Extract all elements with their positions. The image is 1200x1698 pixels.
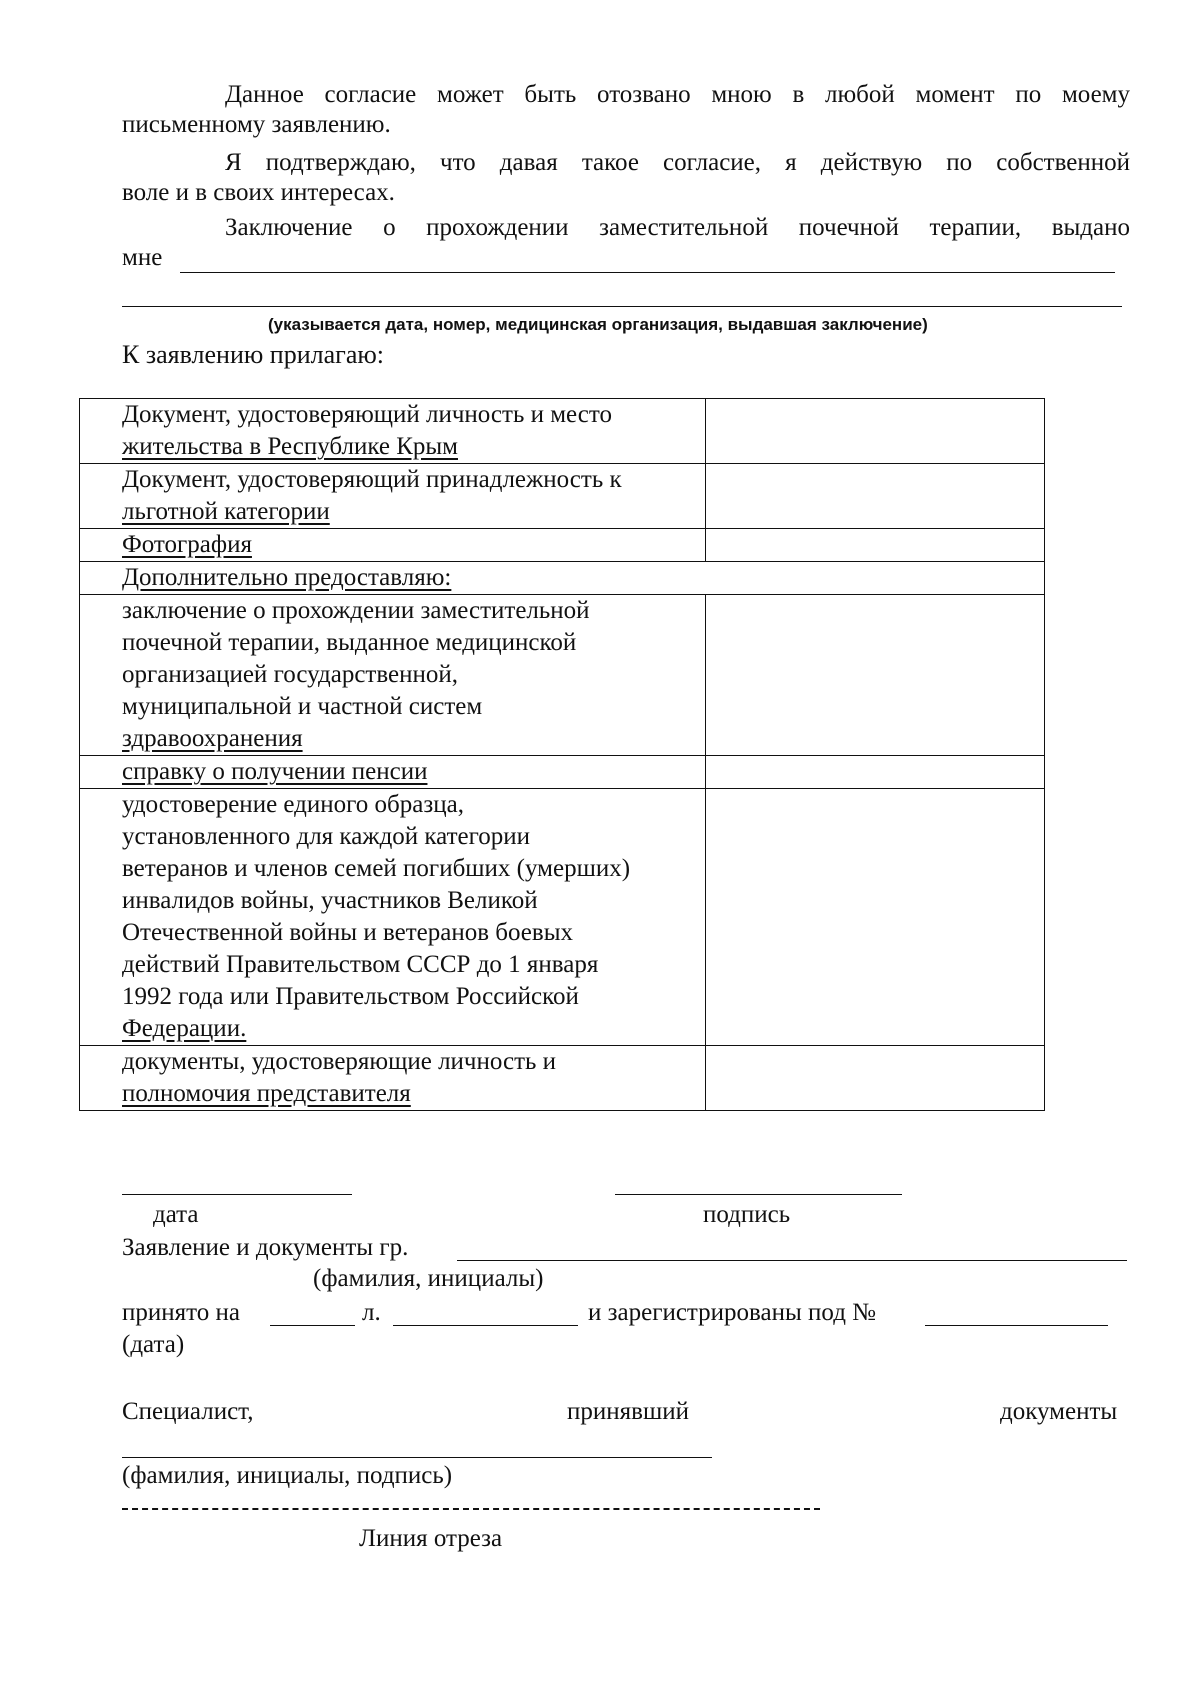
cell-text-line: здравоохранения: [122, 725, 303, 752]
check-mark-cell[interactable]: [706, 756, 1045, 789]
cell-text-line: Документ, удостоверяющий принадлежность к: [122, 466, 622, 493]
paragraph-1-line-2: письменному заявлению.: [122, 111, 391, 138]
cell-text-line: документы, удостоверяющие личность и: [122, 1048, 557, 1075]
check-mark-cell[interactable]: [706, 789, 1045, 1046]
specialist-word-3: документы: [1000, 1398, 1118, 1425]
cell-text-line: ветеранов и членов семей погибших (умерших): [122, 855, 631, 882]
specialist-word-1: Специалист,: [122, 1398, 254, 1425]
document-name-cell: [80, 399, 706, 464]
table-row: [80, 399, 1045, 464]
document-name-cell: [80, 464, 706, 529]
cut-line-label: Линия отреза: [359, 1525, 503, 1552]
cell-text-line: действий Правительством СССР до 1 января: [122, 951, 599, 978]
check-mark-cell[interactable]: [706, 399, 1045, 464]
cell-text-line: полномочия представителя: [122, 1080, 411, 1107]
conclusion-fill-line-2: [122, 306, 1122, 307]
cell-text-line: заключение о прохождении заместительной: [122, 597, 590, 624]
receipt-date-note: (дата): [122, 1331, 185, 1358]
cell-text-line: жительства в Республике Крым: [122, 433, 458, 460]
table-row: [80, 1046, 1045, 1111]
table-row: [80, 529, 1045, 562]
cell-text-line: Федерации.: [122, 1015, 247, 1042]
cell-text-line: справку о получении пенсии: [122, 758, 428, 785]
table-section-heading: [80, 562, 1045, 595]
conclusion-note: (указывается дата, номер, медицинская организация, выдавшая заключение): [268, 315, 928, 334]
cell-text-line: удостоверение единого образца,: [122, 791, 464, 818]
cell-text-line: льготной категории: [122, 498, 330, 525]
check-mark-cell[interactable]: [706, 464, 1045, 529]
receipt-name-note: (фамилия, инициалы): [313, 1265, 544, 1292]
table-row: [80, 464, 1045, 529]
check-mark-cell[interactable]: [706, 595, 1045, 756]
cell-text-line: 1992 года или Правительством Российской: [122, 983, 579, 1010]
table-row: [80, 789, 1045, 1046]
document-name-cell: [80, 529, 706, 562]
signature-label: подпись: [703, 1201, 791, 1228]
specialist-fill-line: [122, 1457, 712, 1458]
cell-text-line: Отечественной войны и ветеранов боевых: [122, 919, 574, 946]
paragraph-3-line-1: Заключение о прохождении заместительной почечной терапии, выдано: [225, 214, 1130, 241]
signature-line: [615, 1194, 902, 1195]
document-name-cell: [80, 756, 706, 789]
table-row: [80, 562, 1045, 595]
cell-text-line: организацией государственной,: [122, 661, 458, 688]
cell-text-line: установленного для каждой категории: [122, 823, 531, 850]
paragraph-2-line-2: воле и в своих интересах.: [122, 179, 395, 206]
table-row: [80, 756, 1045, 789]
paragraph-2-line-1: Я подтверждаю, что давая такое согласие, я действую по собственной: [225, 149, 1130, 176]
cell-text-line: муниципальной и частной систем: [122, 693, 483, 720]
receipt-sheets: л.: [362, 1299, 381, 1326]
check-mark-cell[interactable]: [706, 529, 1045, 562]
document-name-cell: [80, 1046, 706, 1111]
check-mark-cell[interactable]: [706, 1046, 1045, 1111]
document-name-cell: [80, 595, 706, 756]
cell-text-line: инвалидов войны, участников Великой: [122, 887, 538, 914]
cell-text-line: Дополнительно предоставляю:: [122, 564, 452, 591]
receipt-registered: и зарегистрированы под №: [588, 1299, 877, 1326]
document-name-cell: [80, 789, 706, 1046]
cell-text-line: Документ, удостоверяющий личность и место: [122, 401, 612, 428]
paragraph-1-line-1: Данное согласие может быть отозвано мною в любой момент по моему: [225, 81, 1130, 108]
receipt-line-1: Заявление и документы гр.: [122, 1234, 409, 1261]
receipt-date-line: [393, 1325, 578, 1326]
receipt-name-line: [457, 1260, 1127, 1261]
table-row: [80, 595, 1045, 756]
receipt-sheets-line: [270, 1325, 355, 1326]
specialist-word-2: принявший: [567, 1398, 689, 1425]
receipt-accepted-on: принято на: [122, 1299, 240, 1326]
date-label: дата: [153, 1201, 199, 1228]
conclusion-fill-line-1: [180, 272, 1115, 273]
cell-text-line: почечной терапии, выданное медицинской: [122, 629, 577, 656]
paragraph-3-line-2: мне: [122, 244, 163, 271]
attachments-heading: К заявлению прилагаю:: [122, 340, 385, 369]
receipt-number-line: [925, 1325, 1108, 1326]
date-line: [122, 1194, 352, 1195]
cut-line: [122, 1508, 820, 1510]
specialist-note: (фамилия, инициалы, подпись): [122, 1462, 453, 1489]
attachments-table: [79, 398, 1045, 1111]
cell-text-line: Фотография: [122, 531, 252, 558]
